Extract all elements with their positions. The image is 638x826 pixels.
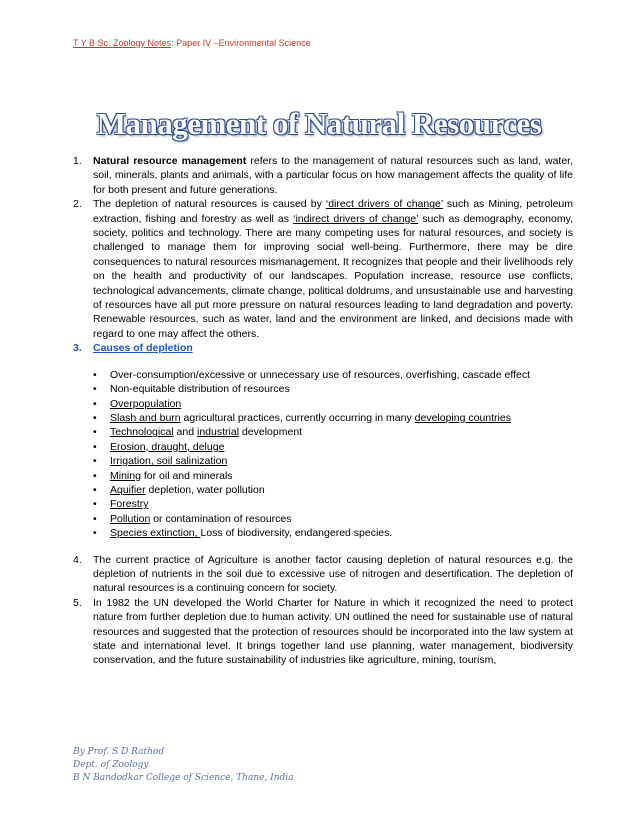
list-item (93, 440, 573, 454)
overpopulation-link[interactable]: Overpopulation (110, 397, 182, 410)
page-footer (73, 746, 294, 785)
list-item (93, 497, 573, 511)
developing-countries-link[interactable]: developing countries (414, 411, 511, 424)
species-extinction-link[interactable]: Species extinction, (110, 527, 201, 540)
list-item (93, 411, 573, 425)
point-text: such as demography, economy, society, politics and technology. There are many competing uses for natural resources, and society is challenged to manage them for improving social well-being. Furthermore, there may be dire consequences to natural resources mismanagement. It recognizes that people and their livelihoods rely on the health and productivity of our landscapes. Population increase, resource use conflicts, technological advancements, climate change, political doldrums, and unsustainable use and harvesting of resources have all put more pressure on natural resources leading to land degradation and poverty. Renewable resources, such as water, land and the environment are linked, and decisions made with regard to one may affect the others. (93, 212, 573, 340)
aquifier-link[interactable]: Aquifier (110, 483, 146, 496)
list-item (93, 397, 573, 411)
point-number: 5. (73, 596, 82, 609)
cause-text: Non-equitable distribution of resources (110, 383, 290, 396)
cause-text: Loss of biodiversity, endangered species. (200, 527, 393, 540)
header-course-link[interactable]: T Y B Sc. Zoology Notes (73, 38, 172, 48)
point-number: 2. (73, 198, 82, 211)
list-item (93, 483, 573, 497)
cause-text: agricultural practices, currently occurring in many (180, 411, 415, 424)
point-2 (73, 197, 573, 341)
cause-text: development (239, 426, 303, 439)
cause-text: Over-consumption/excessive or unnecessary use of resources, overfishing, cascade effect (110, 368, 531, 381)
causes-list (73, 368, 573, 541)
pollution-link[interactable]: Pollution (110, 512, 151, 525)
mining-link[interactable]: Mining (110, 469, 141, 482)
point-text: In 1982 the UN developed the World Charter for Nature in which it recognized the need to protect nature from further depletion due to human activity. UN outlined the need for sustainable use of natural resources and suggested that the protection of resources should be incorporated into the law system at state and international level. It brings together land use planning, water management, biodiversity conservation, and the future sustainability of industries like agriculture, mining, tourism, (93, 596, 573, 667)
list-item (93, 469, 573, 483)
point-text: The depletion of natural resources is caused by (93, 198, 326, 211)
point-number: 1. (73, 155, 82, 167)
point-text: such as Mining, petroleum extraction, fishing and forestry as well as (93, 198, 574, 225)
list-item (93, 512, 573, 526)
point-4 (73, 553, 573, 596)
industrial-link[interactable]: industrial (197, 426, 240, 439)
erosion-link[interactable]: Erosion, draught, deluge (110, 440, 225, 453)
cause-text: depletion, water pollution (145, 483, 265, 496)
point-3 (73, 341, 573, 355)
indirect-drivers-link[interactable]: ‘indirect drivers of change’ (293, 212, 419, 225)
document-body (73, 154, 573, 668)
cause-text: and (173, 426, 197, 439)
slash-and-burn-link[interactable]: Slash and burn (110, 411, 181, 424)
list-item (93, 382, 573, 396)
list-item (93, 368, 573, 382)
direct-drivers-link[interactable]: ‘direct drivers of change’ (325, 198, 443, 211)
footer-department: Dept. of Zoology (73, 760, 149, 770)
footer-college: B N Bandodkar College of Science, Thane, India (73, 773, 294, 783)
list-item (93, 526, 573, 540)
point-number: 3. (73, 342, 82, 355)
point-1 (73, 154, 573, 197)
page-title: Management of Natural Resources (96, 106, 542, 141)
irrigation-link[interactable]: Irrigation, soil salinization (110, 455, 228, 468)
cause-text: for oil and minerals (140, 469, 233, 482)
footer-author: By Prof. S D Rathod (73, 747, 165, 757)
point-text: The current practice of Agriculture is another factor causing depletion of natural resources e.g. the depletion of nutrients in the soil due to excessive use of nitrogen and desertification. The depletion of natural resources is a continuing concern for society. (93, 553, 573, 595)
list-item (93, 425, 573, 439)
cause-text: or contamination of resources (150, 512, 292, 525)
point-number: 4. (73, 553, 82, 566)
causes-heading-link[interactable]: Causes of depletion (93, 342, 193, 355)
point-5 (73, 596, 573, 668)
page-header (73, 38, 311, 48)
point-text: refers to the management of natural resources such as land, water, soil, minerals, plants and animals, with a particular focus on how management affects the quality of life for both present and future generations. (93, 155, 573, 196)
point-bold-term: Natural resource management (93, 155, 247, 167)
header-paper: : Paper IV –Environmental Science (171, 38, 311, 48)
list-item (93, 454, 573, 468)
technological-link[interactable]: Technological (110, 426, 174, 439)
forestry-link[interactable]: Forestry (110, 498, 149, 511)
